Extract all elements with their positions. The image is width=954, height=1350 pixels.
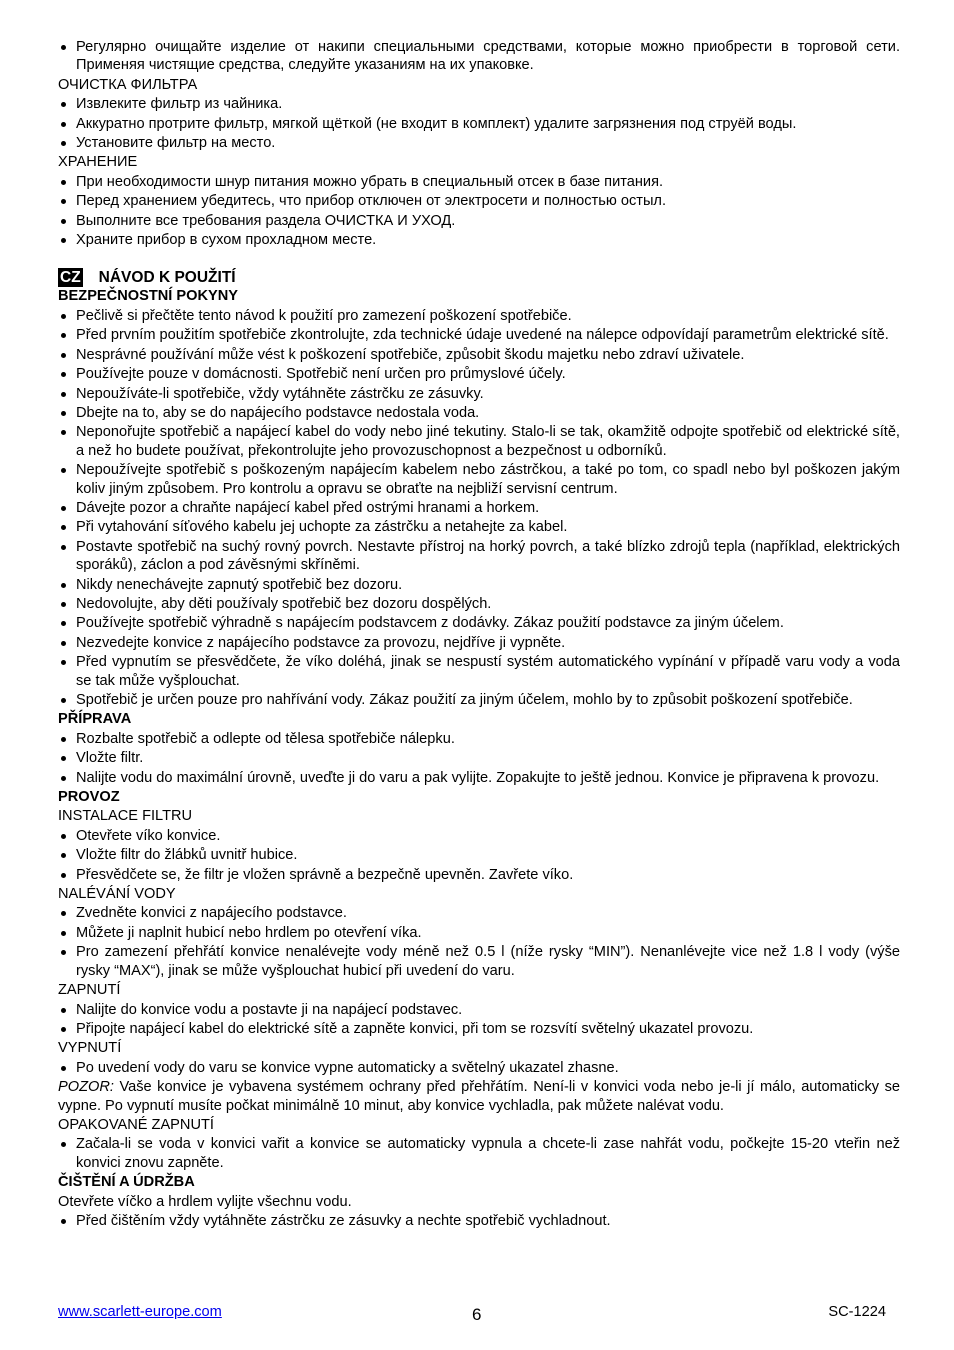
- list-item: Spotřebič je určen pouze pro nahřívání vody. Zákaz použití za jiným účelem, mohlo by to způsobit poškození spotřebiče.: [58, 691, 900, 709]
- cz-warning-label: POZOR:: [58, 1079, 114, 1096]
- list-item: Vložte filtr do žlábků uvnitř hubice.: [58, 846, 900, 864]
- cz-repeat-list: [58, 1135, 900, 1172]
- list-item: Nepoužívejte spotřebič s poškozeným napájecím kabelem nebo zástrčkou, a také po tom, co spadl nebo byl poškozen jakým koliv jiným způsobem. Pro kontrolu a opravu se obraťte na nejbliží servisní centrum.: [58, 461, 900, 498]
- list-item: Rozbalte spotřebič a odlepte od tělesa spotřebiče nálepku.: [58, 730, 900, 748]
- ru-storage-list: [58, 173, 900, 250]
- list-item: Používejte spotřebič výhradně s napájecím podstavcem z dodávky. Zákaz použití podstavce za jiným účelem.: [58, 614, 900, 632]
- list-item: Před čištěním vždy vytáhněte zástrčku ze zásuvky a nechte spotřebič vychladnout.: [58, 1212, 900, 1230]
- list-item: Nikdy nenechávejte zapnutý spotřebič bez dozoru.: [58, 576, 900, 594]
- cz-cleaning-heading: ČIŠTĚNÍ A ÚDRŽBA: [58, 1174, 195, 1191]
- ru-intro-bullet: Регулярно очищайте изделие от накипи специальными средствами, которые можно приобрести в торговой сети. Применяя чистящие средства, следуйте указаниям на их упаковке.: [58, 38, 900, 75]
- list-item: Nezvedejte konvice z napájecího podstavce za provozu, nejdříve ji vypněte.: [58, 634, 900, 652]
- ru-filter-heading: ОЧИСТКА ФИЛЬТРА: [58, 76, 198, 93]
- list-item: Pečlivě si přečtěte tento návod k použití pro zamezení poškození spotřebiče.: [58, 307, 900, 325]
- ru-filter-list: [58, 95, 900, 152]
- page-footer: [58, 1303, 900, 1325]
- list-item: Před prvním použitím spotřebiče zkontrolujte, zda technické údaje uvedené na nálepce odpovídají parametrům elektrické sítě.: [58, 326, 900, 344]
- list-item: Nesprávné používání může vést k poškození spotřebiče, způsobit škodu majetku nebo zdraví uživatele.: [58, 346, 900, 364]
- list-item: Установите фильтр на место.: [58, 134, 900, 152]
- cz-pour-list: [58, 904, 900, 980]
- cz-safety-heading: BEZPEČNOSTNÍ POKYNY: [58, 288, 239, 305]
- cz-off-list: [58, 1059, 900, 1077]
- cz-warning-text: Vaše konvice je vybavena systémem ochrany před přehřátím. Není-li v konvici voda nebo je-li jí málo, automaticky se vypne. Po vypnutí musíte počkat minimálně 10 minut, aby konvice vychladla, pak můžete nalévat vodu.: [58, 1079, 900, 1114]
- cz-warning-paragraph: [58, 1078, 900, 1115]
- list-item: Nalijte do konvice vodu a postavte ji na napájecí podstavec.: [58, 1001, 900, 1019]
- list-item: Vložte filtr.: [58, 749, 900, 767]
- cz-language-badge: CZ: [60, 269, 81, 287]
- cz-pour-heading: NALÉVÁNÍ VODY: [58, 886, 176, 903]
- list-item: Dávejte pozor a chraňte napájecí kabel před ostrými hranami a horkem.: [58, 499, 900, 517]
- list-item: При необходимости шнур питания можно убрать в специальный отсек в базе питания.: [58, 173, 900, 191]
- cz-install-heading: INSTALACE FILTRU: [58, 808, 193, 825]
- list-item: Перед хранением убедитесь, что прибор отключен от электросети и полностью остыл.: [58, 192, 900, 210]
- page-number: 6: [472, 1305, 482, 1324]
- cz-operation-heading: PROVOZ: [58, 789, 120, 806]
- list-item: Začala-li se voda v konvici vařit a konvice se automaticky vypnula a chcete-li zase nahřát vodu, počkejte 15-20 vteřin než konvici znovu zapněte.: [58, 1135, 900, 1172]
- list-item: Neponořujte spotřebič a napájecí kabel do vody nebo jiné tekutiny. Stalo-li se tak, okamžitě odpojte spotřebič od elektrické sítě, a než ho budete používat, překontrolujte jeho provozuschopnost a bezpečnost u odborníků.: [58, 423, 900, 460]
- list-item: Před vypnutím se přesvědčete, že víko doléhá, jinak se nespustí systém automatického vypínání v případě varu vody a voda se tak může vyšplouchat.: [58, 653, 900, 690]
- list-item: Zvedněte konvici z napájecího podstavce.: [58, 904, 900, 922]
- website-link[interactable]: www.scarlett-europe.com: [58, 1304, 222, 1320]
- list-item: Používejte pouze v domácnosti. Spotřebič není určen pro průmyslové účely.: [58, 365, 900, 383]
- cz-safety-list: [58, 307, 900, 710]
- cz-repeat-heading: OPAKOVANÉ ZAPNUTÍ: [58, 1116, 214, 1133]
- list-item: Připojte napájecí kabel do elektrické sítě a zapněte konvici, při tom se rozsvítí světelný ukazatel provozu.: [58, 1020, 900, 1038]
- list-item: Dbejte na to, aby se do napájecího podstavce nedostala voda.: [58, 404, 900, 422]
- cz-on-list: [58, 1001, 900, 1039]
- list-item: Můžete ji naplnit hubicí nebo hrdlem po otevření víka.: [58, 924, 900, 942]
- list-item: Nepoužíváte-li spotřebiče, vždy vytáhněte zástrčku ze zásuvky.: [58, 385, 900, 403]
- list-item: Přesvědčete se, že filtr je vložen správně a bezpečně upevněn. Zavřete víko.: [58, 866, 900, 884]
- cz-section-title: [58, 268, 900, 287]
- cz-on-heading: ZAPNUTÍ: [58, 982, 121, 999]
- list-item: Извлеките фильтр из чайника.: [58, 95, 900, 113]
- list-item: Nalijte vodu do maximální úrovně, uveďte ji do varu a pak vylijte. Zopakujte to ještě jednou. Konvice je připravena k provozu.: [58, 769, 900, 787]
- list-item: Pro zamezení přehřátí konvice nenalévejte vody méně než 0.5 l (níže rysky “MIN”). Nenanlévejte vice než 1.8 l vody (výše rysky “MAX“), jinak se může vyšplouchat hubicí při uvedení do varu.: [58, 943, 900, 980]
- cz-install-list: [58, 827, 900, 884]
- cz-cleaning-list: [58, 1212, 900, 1230]
- cz-title-text: NÁVOD K POUŽITÍ: [98, 268, 236, 286]
- list-item: Выполните все требования раздела ОЧИСТКА И УХОД.: [58, 212, 900, 230]
- cz-prep-heading: PŘÍPRAVA: [58, 711, 132, 728]
- ru-storage-heading: ХРАНЕНИЕ: [58, 154, 138, 171]
- cz-prep-list: [58, 730, 900, 787]
- list-item: Otevřete víko konvice.: [58, 827, 900, 845]
- cz-cleaning-paragraph: Otevřete víčko a hrdlem vylijte všechnu vodu.: [58, 1193, 352, 1210]
- list-item: Po uvedení vody do varu se konvice vypne automaticky a světelný ukazatel zhasne.: [58, 1059, 900, 1077]
- model-number: SC-1224: [828, 1304, 886, 1320]
- list-item: Postavte spotřebič na suchý rovný povrch. Nestavte přístroj na horký povrch, a také blízko zdrojů tepla (například, elektrických sporáků), záclon a pod závěsnými skříněmi.: [58, 538, 900, 575]
- cz-off-heading: VYPNUTÍ: [58, 1040, 122, 1057]
- list-item: Nedovolujte, aby děti používaly spotřebič bez dozoru dospělých.: [58, 595, 900, 613]
- list-item: Při vytahování síťového kabelu jej uchopte za zástrčku a netahejte za kabel.: [58, 518, 900, 536]
- list-item: Аккуратно протрите фильтр, мягкой щёткой (не входит в комплект) удалите загрязнения под струёй воды.: [58, 115, 900, 133]
- list-item: Храните прибор в сухом прохладном месте.: [58, 231, 900, 249]
- document-page: [58, 38, 900, 1231]
